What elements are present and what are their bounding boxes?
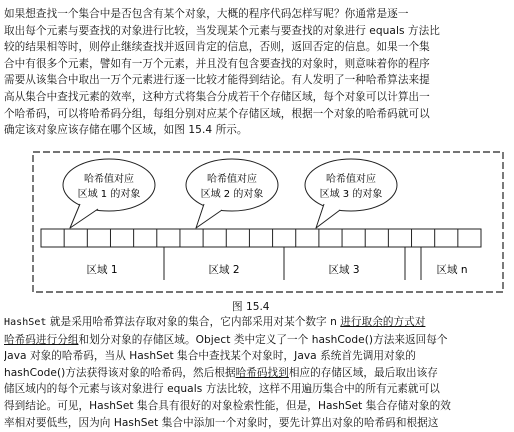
region-label: 区域 3 xyxy=(328,264,360,276)
hashset-paragraph xyxy=(4,314,510,431)
text-line xyxy=(4,365,510,382)
region-label: 区域 1 xyxy=(86,264,118,276)
underlined-text: 进行取余的方式对 xyxy=(340,316,426,328)
text-run: 和划分对象的存储区域。Object 类中定义了一个 hashCode()方法来返回每个 xyxy=(78,333,448,346)
text-run: hashCode()方法获得该对象的哈希码，然后根据 xyxy=(4,366,236,379)
text-line: 率相对要低些，因为向 HashSet 集合中添加一个对象时，要先计算出对象的哈希码和根据这 xyxy=(4,416,439,429)
text-line: 合中有很多个元素，譬如有一万个元素，并且没有包含要查找的对象时，则意味着你的程序 xyxy=(4,57,430,70)
text-line xyxy=(4,314,510,332)
text-line: 取出每个元素与要查找的对象进行比较，当发现某个元素与要查找的对象进行 equals 方法比 xyxy=(4,24,440,37)
object-bubble-3 xyxy=(305,159,397,228)
underlined-text: 哈希码进行分组 xyxy=(4,333,79,346)
bubble-text: 哈希值对应 xyxy=(326,174,376,185)
object-bubble-1 xyxy=(63,159,155,228)
hash-bucket-array xyxy=(41,229,481,247)
text-line: 个哈希码，可以将哈希码分组，每组分别对应某个存储区域，根据一个对象的哈希码就可以 xyxy=(4,107,430,120)
text-line: 储区域内的每个元素与该对象进行 equals 方法比较，这样不用遍历集合中的所有元素就可以 xyxy=(4,383,440,396)
bubble-text: 哈希值对应 xyxy=(84,174,134,185)
region-label: 区域 2 xyxy=(208,264,240,276)
bubble-text: 哈希值对应 xyxy=(207,174,257,185)
text-line: 较的结果相等时，则停止继续查找并返回肯定的信息，否则，返回否定的信息。如果一个集 xyxy=(4,41,430,54)
bubble-text: 区域 3 的对象 xyxy=(319,189,383,200)
object-bubble-2 xyxy=(186,159,278,228)
text-line: 需要从该集合中取出一万个元素进行逐一比较才能得到结论。有人发明了一种哈希算法来提 xyxy=(4,74,430,87)
text-line: 高从集合中查找元素的效率，这种方式将集合分成若干个存储区域，每个对象可以计算出一 xyxy=(4,90,430,103)
bubble-text: 区域 1 的对象 xyxy=(77,189,141,200)
figure-caption: 图 15.4 xyxy=(232,301,270,313)
region-label: 区域 n xyxy=(436,264,468,276)
text-run: 就是采用哈希算法存取对象的集合，它内部采用对某个数字 n xyxy=(46,316,341,328)
text-line: Java 对象的哈希码，当从 HashSet 集合中查找某个对象时，Java 系统首先调用对象的 xyxy=(4,350,416,363)
intro-paragraph xyxy=(4,6,510,139)
text-line xyxy=(4,332,510,349)
text-run: 相应的存储区域，最后取出该存 xyxy=(288,366,438,379)
text-line: 确定该对象应该存储在哪个区域，如图 15.4 所示。 xyxy=(4,124,248,137)
bubble-text: 区域 2 的对象 xyxy=(200,189,264,200)
text-line: 得到结论。可见，HashSet 集合具有很好的对象检索性能，但是，HashSet 集合存储对象的效 xyxy=(4,399,451,412)
hash-region-diagram xyxy=(28,148,514,296)
underlined-text: 哈希码找到 xyxy=(235,366,289,379)
text-line: 如果想查找一个集合中是否包含有某个对象，大概的程序代码怎样写呢？你通常是逐一 xyxy=(4,8,409,20)
code-term: HashSet xyxy=(4,317,47,328)
